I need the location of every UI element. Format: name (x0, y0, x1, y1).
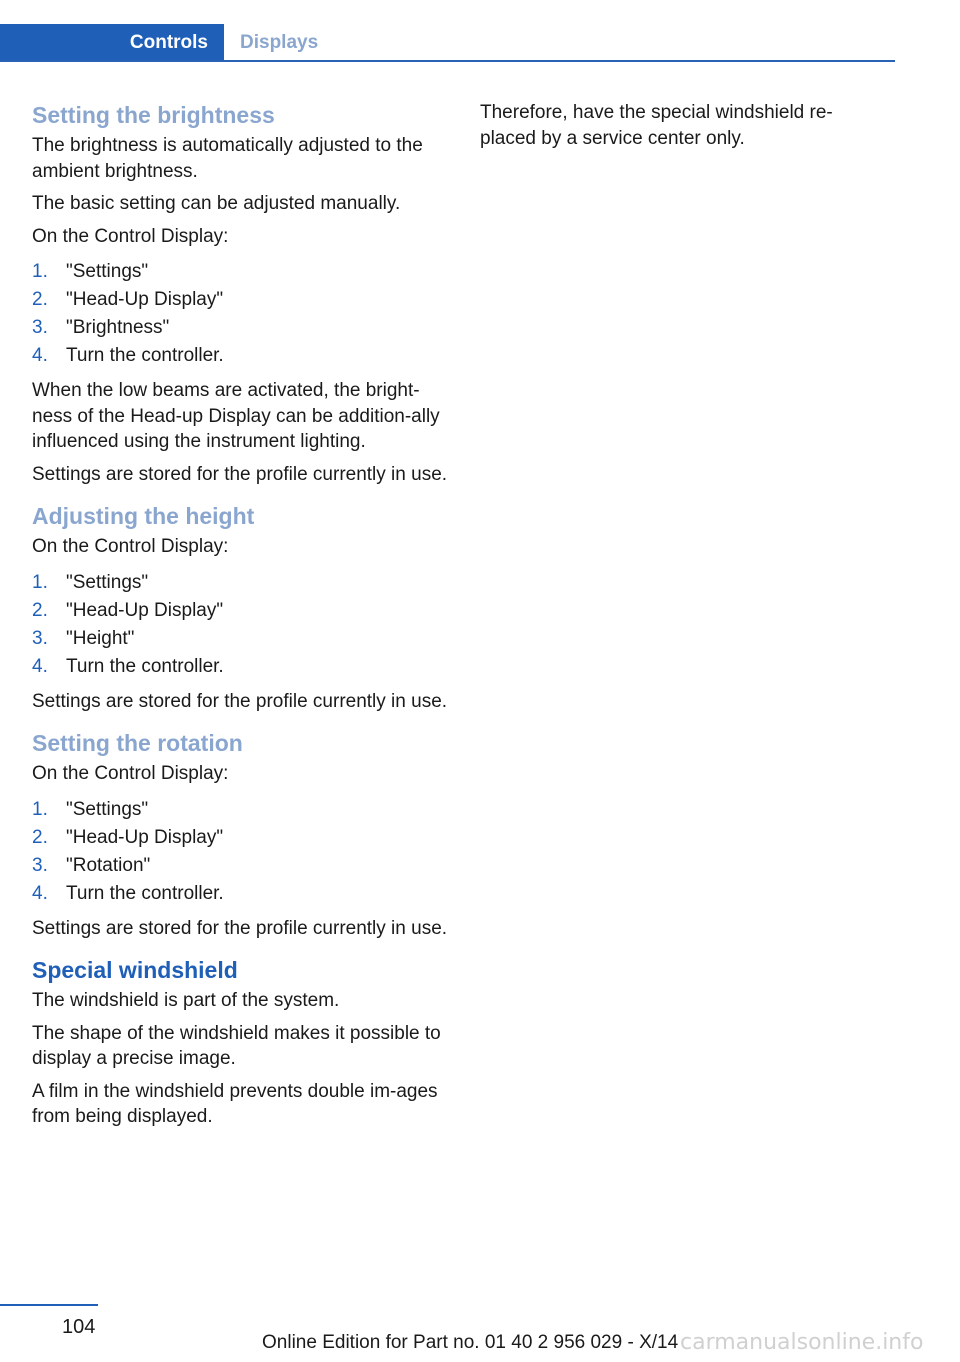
step-number: 1. (32, 798, 48, 820)
tabbar-rule (0, 60, 895, 62)
edition-line: Online Edition for Part no. 01 40 2 956 029 - X/14 (262, 1332, 679, 1353)
step-number: 3. (32, 854, 48, 876)
right-column (480, 100, 880, 158)
section-height (32, 501, 452, 714)
step-number: 2. (32, 826, 48, 848)
step-number: 3. (32, 317, 48, 338)
chapter-tabbar (0, 24, 895, 62)
step-text: "Rotation" (66, 854, 151, 876)
step-number: 4. (32, 882, 48, 904)
paragraph: Settings are stored for the profile currently in use. (32, 917, 448, 939)
paragraph: On the Control Display: (32, 536, 229, 557)
page-number: 104 (62, 1316, 96, 1338)
paragraph: Settings are stored for the profile currently in use. (32, 690, 448, 712)
paragraph: Therefore, have the special windshield re‐placed by a service center only. (480, 102, 833, 149)
tab-controls[interactable]: Controls (0, 24, 224, 62)
list-item (32, 651, 452, 683)
steps-list (32, 256, 452, 372)
section-brightness (32, 100, 452, 487)
section-special-windshield (32, 955, 452, 1130)
step-number: 2. (32, 599, 48, 621)
paragraph: The shape of the windshield makes it possible to display a precise image. (32, 1022, 441, 1069)
step-number: 1. (32, 571, 48, 593)
step-number: 1. (32, 261, 48, 282)
list-item (32, 878, 452, 910)
step-text: "Head-Up Display" (66, 826, 224, 848)
heading-height: Adjusting the height (32, 503, 255, 529)
step-text: Turn the controller. (66, 345, 224, 366)
step-text: "Head-Up Display" (66, 599, 224, 621)
section-rotation (32, 728, 452, 941)
step-text: "Head-Up Display" (66, 289, 224, 310)
footer-rule (0, 1304, 98, 1306)
paragraph: On the Control Display: (32, 763, 229, 784)
step-number: 3. (32, 627, 48, 649)
step-number: 4. (32, 345, 48, 366)
heading-rotation: Setting the rotation (32, 730, 243, 756)
paragraph: The windshield is part of the system. (32, 990, 340, 1011)
steps-list (32, 567, 452, 683)
left-column (32, 100, 452, 1144)
paragraph: The basic setting can be adjusted manually. (32, 193, 401, 214)
paragraph: When the low beams are activated, the bright‐ness of the Head-up Display can be addition‐ally influenced using the instrument lighting. (32, 380, 440, 452)
step-text: Turn the controller. (66, 655, 224, 677)
step-text: "Height" (66, 627, 135, 649)
step-text: "Settings" (66, 798, 149, 820)
step-number: 4. (32, 655, 48, 677)
step-number: 2. (32, 289, 48, 310)
step-text: "Settings" (66, 261, 149, 282)
watermark: carmanualsonline.info (680, 1330, 924, 1355)
paragraph: On the Control Display: (32, 225, 229, 247)
step-text: "Brightness" (66, 317, 170, 338)
step-text: Turn the controller. (66, 882, 224, 904)
heading-brightness: Setting the brightness (32, 102, 275, 128)
heading-special-windshield: Special windshield (32, 957, 238, 983)
steps-list (32, 794, 452, 910)
tab-displays[interactable]: Displays (240, 32, 319, 53)
list-item (32, 340, 452, 372)
paragraph: Settings are stored for the profile currently in use. (32, 463, 448, 485)
step-text: "Settings" (66, 571, 149, 593)
paragraph: A film in the windshield prevents double im‐ages from being displayed. (32, 1080, 438, 1127)
paragraph: The brightness is automatically adjusted to the ambient brightness. (32, 135, 423, 182)
